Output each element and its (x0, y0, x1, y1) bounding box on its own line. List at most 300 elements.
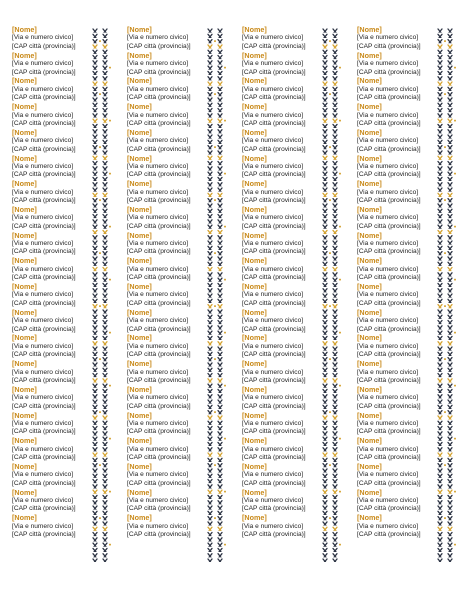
address-label[interactable] (12, 514, 92, 540)
label-name: [Nome] (242, 204, 267, 214)
address-label[interactable] (127, 155, 207, 181)
chevron-leaf-icon (323, 405, 327, 408)
label-city: [CAP città (provincia)] (12, 299, 76, 307)
address-label[interactable] (127, 103, 207, 129)
chevron-leaf-icon (93, 432, 97, 435)
address-label[interactable] (357, 463, 437, 489)
chevron-leaf-icon (93, 384, 97, 387)
chevron-leaf-icon (103, 395, 107, 398)
label-city: [CAP città (provincia)] (357, 479, 421, 487)
chevron-leaf-icon (323, 77, 327, 80)
address-label[interactable] (357, 437, 437, 463)
label-name: [Nome] (12, 25, 37, 34)
chevron-leaf-icon (208, 342, 212, 345)
chevron-leaf-icon (323, 172, 327, 175)
address-label[interactable] (242, 334, 322, 360)
address-label[interactable] (12, 489, 92, 515)
chevron-leaf-icon (448, 368, 452, 371)
label-city: [CAP città (provincia)] (242, 479, 306, 487)
address-label[interactable] (127, 129, 207, 155)
label-city: [CAP città (provincia)] (12, 197, 76, 204)
chevron-leaf-icon (218, 358, 222, 361)
chevron-leaf-icon (218, 379, 222, 382)
chevron-leaf-icon (438, 400, 442, 403)
address-label[interactable] (127, 232, 207, 258)
chevron-leaf-icon (103, 485, 107, 488)
chevron-leaf-icon (103, 490, 107, 493)
chevron-leaf-icon (218, 146, 222, 149)
chevron-leaf-icon (323, 352, 327, 355)
address-label[interactable] (242, 103, 322, 129)
chevron-leaf-icon (103, 522, 107, 525)
chevron-leaf-icon (323, 130, 327, 133)
chevron-leaf-icon (448, 98, 452, 101)
address-label[interactable] (357, 309, 437, 335)
chevron-leaf-icon (218, 98, 222, 101)
chevron-leaf-icon (323, 34, 327, 37)
chevron-leaf-icon (333, 538, 337, 541)
chevron-leaf-icon (333, 305, 337, 308)
chevron-leaf-icon (103, 156, 107, 159)
label-name: [Nome] (12, 410, 37, 420)
address-label[interactable] (357, 180, 437, 206)
chevron-leaf-icon (93, 427, 97, 430)
chevron-leaf-icon (93, 315, 97, 318)
chevron-leaf-icon (448, 543, 452, 546)
label-street: [Via e numero civico] (357, 137, 419, 145)
address-label[interactable] (127, 52, 207, 78)
address-label[interactable] (242, 437, 322, 463)
chevron-leaf-icon (93, 421, 97, 424)
chevron-leaf-icon (448, 135, 452, 138)
chevron-leaf-icon (103, 474, 107, 477)
chevron-leaf-icon (438, 358, 442, 361)
chevron-leaf-icon (103, 480, 107, 483)
label-city: [CAP città (provincia)] (357, 145, 421, 153)
chevron-leaf-icon (448, 485, 452, 488)
label-name: [Nome] (357, 487, 382, 497)
chevron-leaf-icon (93, 45, 97, 48)
label-city: [CAP città (provincia)] (127, 274, 191, 282)
address-label[interactable] (357, 386, 437, 412)
chevron-leaf-icon (448, 294, 452, 297)
label-name: [Nome] (127, 461, 152, 471)
label-name: [Nome] (127, 333, 152, 343)
chevron-leaf-icon (208, 299, 212, 302)
chevron-leaf-icon (208, 29, 212, 32)
chevron-leaf-icon (333, 236, 337, 239)
chevron-leaf-icon (103, 501, 107, 504)
chevron-leaf-icon (323, 321, 327, 324)
chevron-leaf-icon (323, 236, 327, 239)
chevron-leaf-icon (103, 358, 107, 361)
address-label[interactable] (12, 463, 92, 489)
address-label[interactable] (12, 77, 92, 103)
chevron-leaf-icon (448, 506, 452, 509)
label-street: [Via e numero civico] (242, 34, 304, 42)
chevron-leaf-icon (208, 56, 212, 59)
label-name: [Nome] (242, 76, 267, 86)
address-label[interactable] (357, 206, 437, 232)
chevron-leaf-icon (103, 71, 107, 74)
address-label[interactable] (242, 412, 322, 438)
address-label[interactable] (12, 283, 92, 309)
label-street: [Via e numero civico] (127, 214, 189, 222)
chevron-leaf-icon (448, 177, 452, 180)
address-label[interactable] (242, 386, 322, 412)
label-city: [CAP città (provincia)] (357, 376, 421, 384)
chevron-leaf-icon (218, 522, 222, 525)
chevron-leaf-icon (333, 34, 337, 37)
accent-dot-icon (224, 226, 226, 228)
chevron-leaf-icon (448, 66, 452, 69)
chevron-leaf-icon (93, 495, 97, 498)
chevron-leaf-icon (333, 432, 337, 435)
address-label[interactable] (357, 77, 437, 103)
chevron-leaf-icon (93, 162, 97, 165)
chevron-leaf-icon (93, 538, 97, 541)
address-label[interactable] (242, 309, 322, 335)
label-name: [Nome] (357, 384, 382, 394)
chevron-leaf-icon (103, 199, 107, 202)
chevron-leaf-icon (448, 336, 452, 339)
address-label[interactable] (242, 463, 322, 489)
label-street: [Via e numero civico] (357, 419, 419, 427)
address-label[interactable] (12, 309, 92, 335)
address-label[interactable] (242, 155, 322, 181)
chevron-leaf-icon (448, 310, 452, 313)
address-label[interactable] (242, 257, 322, 283)
chevron-leaf-icon (93, 156, 97, 159)
address-label[interactable] (127, 257, 207, 283)
chevron-leaf-icon (93, 34, 97, 37)
chevron-leaf-icon (333, 278, 337, 281)
chevron-leaf-icon (323, 326, 327, 329)
chevron-leaf-icon (103, 448, 107, 451)
chevron-leaf-icon (333, 109, 337, 112)
chevron-leaf-icon (208, 389, 212, 392)
address-label[interactable] (12, 26, 92, 52)
accent-dot-icon (444, 252, 446, 254)
chevron-leaf-icon (448, 411, 452, 414)
address-label[interactable] (12, 437, 92, 463)
label-street: [Via e numero civico] (12, 111, 74, 119)
address-label[interactable] (357, 103, 437, 129)
chevron-leaf-icon (448, 533, 452, 536)
accent-dot-icon (339, 279, 341, 281)
chevron-leaf-icon (208, 151, 212, 154)
address-label[interactable] (12, 257, 92, 283)
chevron-leaf-icon (93, 220, 97, 223)
chevron-leaf-icon (323, 167, 327, 170)
address-label[interactable] (127, 206, 207, 232)
address-label[interactable] (127, 283, 207, 309)
chevron-leaf-icon (103, 400, 107, 403)
chevron-leaf-icon (448, 56, 452, 59)
chevron-leaf-icon (438, 506, 442, 509)
chevron-leaf-icon (218, 538, 222, 541)
chevron-leaf-icon (93, 204, 97, 207)
accent-dot-icon (224, 385, 226, 387)
chevron-leaf-icon (438, 559, 442, 562)
address-label[interactable] (357, 283, 437, 309)
address-label[interactable] (127, 360, 207, 386)
chevron-leaf-icon (208, 347, 212, 350)
chevron-leaf-icon (323, 93, 327, 96)
chevron-leaf-icon (103, 538, 107, 541)
chevron-leaf-icon (93, 326, 97, 329)
chevron-leaf-icon (218, 77, 222, 80)
chevron-leaf-icon (218, 61, 222, 64)
chevron-leaf-icon (333, 490, 337, 493)
chevron-leaf-icon (323, 533, 327, 536)
chevron-leaf-icon (438, 411, 442, 414)
address-label[interactable] (127, 489, 207, 515)
chevron-leaf-icon (333, 156, 337, 159)
label-city: [CAP città (provincia)] (357, 222, 421, 230)
label-city: [CAP città (provincia)] (12, 119, 76, 127)
label-street: [Via e numero civico] (12, 497, 74, 504)
chevron-leaf-icon (438, 257, 442, 260)
address-label[interactable] (12, 360, 92, 386)
chevron-leaf-icon (208, 490, 212, 493)
address-label[interactable] (12, 52, 92, 78)
chevron-leaf-icon (323, 411, 327, 414)
chevron-leaf-icon (218, 177, 222, 180)
address-label[interactable] (242, 77, 322, 103)
chevron-leaf-icon (448, 130, 452, 133)
chevron-leaf-icon (323, 464, 327, 467)
chevron-leaf-icon (103, 236, 107, 239)
chevron-leaf-icon (448, 389, 452, 392)
chevron-leaf-icon (208, 538, 212, 541)
chevron-leaf-icon (438, 93, 442, 96)
accent-dot-icon (99, 464, 101, 466)
chevron-leaf-icon (438, 61, 442, 64)
address-label[interactable] (127, 437, 207, 463)
chevron-leaf-icon (333, 501, 337, 504)
accent-dot-icon (224, 491, 226, 493)
label-name: [Nome] (12, 76, 37, 86)
address-label[interactable] (357, 232, 437, 258)
chevron-leaf-icon (333, 273, 337, 276)
address-label[interactable] (127, 463, 207, 489)
chevron-leaf-icon (438, 427, 442, 430)
label-street: [Via e numero civico] (357, 265, 419, 273)
chevron-leaf-icon (103, 61, 107, 64)
chevron-leaf-icon (218, 156, 222, 159)
address-label[interactable] (12, 412, 92, 438)
chevron-leaf-icon (438, 109, 442, 112)
chevron-leaf-icon (448, 93, 452, 96)
chevron-leaf-icon (218, 230, 222, 233)
address-label[interactable] (357, 514, 437, 540)
accent-dot-icon (329, 40, 331, 42)
address-label[interactable] (357, 489, 437, 515)
address-label[interactable] (127, 77, 207, 103)
address-label[interactable] (12, 334, 92, 360)
label-name: [Nome] (357, 179, 382, 189)
label-street: [Via e numero civico] (12, 445, 74, 453)
chevron-leaf-icon (218, 130, 222, 133)
chevron-leaf-icon (323, 400, 327, 403)
label-city: [CAP città (provincia)] (242, 428, 306, 436)
label-city: [CAP città (provincia)] (127, 94, 191, 102)
label-name: [Nome] (127, 50, 152, 60)
chevron-leaf-icon (93, 310, 97, 313)
address-label[interactable] (127, 386, 207, 412)
chevron-leaf-icon (323, 305, 327, 308)
address-label[interactable] (357, 52, 437, 78)
chevron-leaf-icon (438, 442, 442, 445)
chevron-leaf-icon (323, 204, 327, 207)
chevron-leaf-icon (93, 241, 97, 244)
label-street: [Via e numero civico] (127, 265, 189, 273)
chevron-leaf-icon (218, 315, 222, 318)
address-label[interactable] (357, 129, 437, 155)
chevron-leaf-icon (103, 167, 107, 170)
label-street: [Via e numero civico] (242, 162, 304, 170)
address-label[interactable] (242, 514, 322, 540)
chevron-leaf-icon (438, 103, 442, 106)
chevron-leaf-icon (438, 485, 442, 488)
address-label[interactable] (127, 514, 207, 540)
chevron-leaf-icon (208, 421, 212, 424)
accent-dot-icon (339, 67, 341, 69)
chevron-leaf-icon (218, 135, 222, 138)
chevron-leaf-icon (218, 66, 222, 69)
chevron-leaf-icon (333, 554, 337, 557)
chevron-leaf-icon (208, 188, 212, 191)
chevron-leaf-icon (218, 543, 222, 546)
chevron-leaf-icon (208, 98, 212, 101)
label-city: [CAP città (provincia)] (127, 222, 191, 230)
address-label[interactable] (12, 129, 92, 155)
chevron-leaf-icon (438, 352, 442, 355)
chevron-leaf-icon (218, 400, 222, 403)
chevron-leaf-icon (208, 82, 212, 85)
chevron-leaf-icon (208, 283, 212, 286)
address-label[interactable] (357, 26, 437, 52)
label-city: [CAP città (provincia)] (12, 531, 76, 539)
address-label[interactable] (242, 180, 322, 206)
chevron-leaf-icon (103, 130, 107, 133)
address-label[interactable] (357, 155, 437, 181)
chevron-leaf-icon (208, 209, 212, 212)
accent-dot-icon (99, 517, 101, 519)
chevron-leaf-icon (448, 421, 452, 424)
address-label[interactable] (242, 360, 322, 386)
chevron-leaf-icon (218, 432, 222, 435)
chevron-leaf-icon (103, 342, 107, 345)
chevron-leaf-icon (448, 490, 452, 493)
address-label[interactable] (357, 412, 437, 438)
chevron-leaf-icon (438, 278, 442, 281)
address-label[interactable] (242, 206, 322, 232)
address-label[interactable] (127, 26, 207, 52)
chevron-leaf-icon (438, 177, 442, 180)
label-street: [Via e numero civico] (12, 419, 74, 427)
chevron-leaf-icon (218, 241, 222, 244)
chevron-leaf-icon (438, 130, 442, 133)
address-label[interactable] (12, 206, 92, 232)
chevron-leaf-icon (218, 273, 222, 276)
chevron-leaf-icon (438, 273, 442, 276)
chevron-leaf-icon (208, 146, 212, 149)
address-label[interactable] (242, 52, 322, 78)
chevron-leaf-icon (438, 522, 442, 525)
chevron-leaf-icon (218, 246, 222, 249)
chevron-leaf-icon (103, 321, 107, 324)
address-label[interactable] (242, 489, 322, 515)
chevron-leaf-icon (438, 405, 442, 408)
chevron-leaf-icon (218, 527, 222, 530)
address-label[interactable] (242, 129, 322, 155)
label-city: [CAP città (provincia)] (127, 402, 191, 410)
address-label[interactable] (12, 155, 92, 181)
label-name: [Nome] (12, 384, 37, 394)
label-name: [Nome] (242, 153, 267, 163)
label-city: [CAP città (provincia)] (242, 454, 306, 461)
accent-dot-icon (454, 173, 456, 175)
label-name: [Nome] (242, 513, 267, 523)
chevron-leaf-icon (93, 480, 97, 483)
label-name: [Nome] (127, 179, 152, 189)
chevron-leaf-icon (333, 416, 337, 419)
address-label[interactable] (242, 283, 322, 309)
chevron-leaf-icon (93, 411, 97, 414)
address-label[interactable] (242, 26, 322, 52)
chevron-leaf-icon (93, 416, 97, 419)
chevron-leaf-icon (208, 130, 212, 133)
address-label[interactable] (12, 103, 92, 129)
chevron-leaf-icon (93, 93, 97, 96)
label-city: [CAP città (provincia)] (242, 376, 306, 384)
address-label[interactable] (127, 180, 207, 206)
chevron-leaf-icon (103, 188, 107, 191)
chevron-leaf-icon (333, 448, 337, 451)
chevron-leaf-icon (438, 230, 442, 233)
chevron-leaf-icon (333, 151, 337, 154)
chevron-leaf-icon (438, 146, 442, 149)
chevron-leaf-icon (208, 140, 212, 143)
label-city: [CAP città (provincia)] (12, 145, 76, 153)
chevron-leaf-icon (448, 199, 452, 202)
address-label[interactable] (12, 386, 92, 412)
accent-dot-icon (329, 146, 331, 148)
address-label[interactable] (357, 334, 437, 360)
address-label[interactable] (127, 412, 207, 438)
address-label[interactable] (357, 257, 437, 283)
chevron-leaf-icon (103, 442, 107, 445)
chevron-leaf-icon (208, 40, 212, 43)
chevron-leaf-icon (218, 172, 222, 175)
address-label[interactable] (357, 360, 437, 386)
chevron-leaf-icon (323, 368, 327, 371)
label-street: [Via e numero civico] (12, 368, 74, 376)
chevron-leaf-icon (103, 506, 107, 509)
chevron-leaf-icon (438, 511, 442, 514)
address-label[interactable] (127, 334, 207, 360)
address-label[interactable] (242, 232, 322, 258)
address-label[interactable] (12, 180, 92, 206)
address-label[interactable] (127, 309, 207, 335)
address-label[interactable] (12, 232, 92, 258)
chevron-leaf-icon (93, 130, 97, 133)
chevron-leaf-icon (218, 342, 222, 345)
chevron-leaf-icon (323, 389, 327, 392)
chevron-leaf-icon (438, 432, 442, 435)
